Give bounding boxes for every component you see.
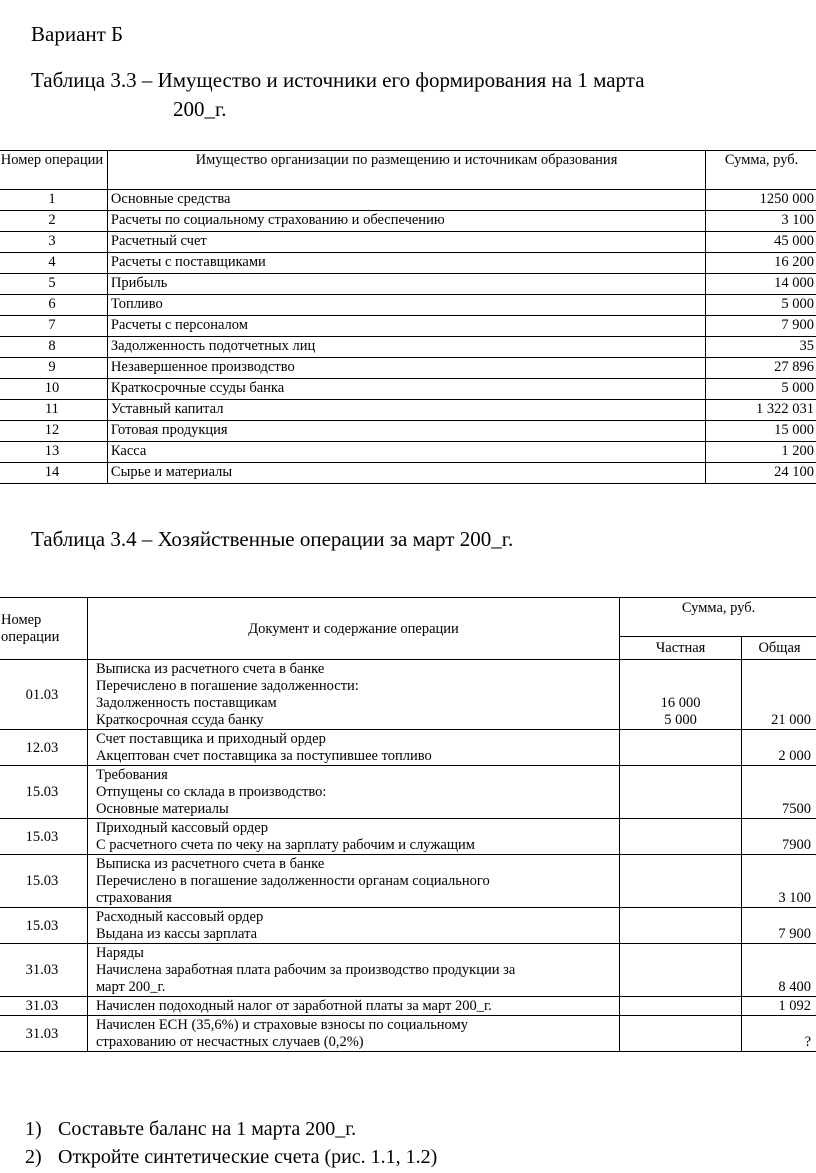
row-asset: Готовая продукция [107,421,705,442]
row-sum: 5 000 [706,295,816,316]
row-content [87,997,619,1016]
row-total: 1 092 [742,997,816,1016]
table-row [0,766,816,819]
content-line: Наряды [95,945,144,961]
content-line: Приходный кассовый ордер [95,820,268,836]
table-row [0,944,816,997]
row-sum: 16 200 [706,253,816,274]
content-line: Выписка из расчетного счета в банке [95,856,325,872]
header-number: Номер операции [0,151,107,190]
row-asset: Задолженность подотчетных лиц [107,337,705,358]
row-content [87,908,619,944]
table-row [0,358,816,379]
header-total: Общая [742,637,816,660]
task-number: 2) [25,1146,42,1168]
table-row [0,211,816,232]
header-number: Номер операции [0,598,87,660]
table-row [0,463,816,484]
row-sum: 1 200 [706,442,816,463]
row-asset: Расчеты с поставщиками [107,253,705,274]
row-sum: 35 [706,337,816,358]
row-total: 3 100 [742,855,816,908]
row-asset: Расчеты по социальному страхованию и обеспечению [107,211,705,232]
row-asset: Касса [107,442,705,463]
header-content: Документ и содержание операции [87,598,619,660]
content-line: Начислен подоходный налог от заработной платы за март 200_г. [95,998,492,1014]
content-line: Акцептован счет поставщика за поступившее топливо [95,748,432,764]
task-text: Составьте баланс на 1 марта 200_г. [58,1118,357,1140]
row-number: 11 [0,400,107,421]
content-line: Счет поставщика и приходный ордер [95,731,326,747]
row-partial [620,997,742,1016]
row-number: 4 [0,253,107,274]
row-date: 15.03 [0,766,87,819]
table-row [0,730,816,766]
row-date: 12.03 [0,730,87,766]
task-number: 1) [25,1118,42,1140]
table-row [0,421,816,442]
row-date: 31.03 [0,1016,87,1052]
partial-value: 5 000 [664,712,697,728]
row-date: 01.03 [0,660,87,730]
row-content [87,855,619,908]
row-total: 8 400 [742,944,816,997]
header-partial: Частная [620,637,742,660]
content-line: Начислена заработная плата рабочим за производство продукции за [95,962,516,978]
task-list [25,1115,437,1171]
row-asset: Расчетный счет [107,232,705,253]
row-sum: 5 000 [706,379,816,400]
row-sum: 24 100 [706,463,816,484]
table-row [0,819,816,855]
row-sum: 15 000 [706,421,816,442]
row-total: 7 900 [742,908,816,944]
row-sum: 1250 000 [706,190,816,211]
header-asset: Имущество организации по размещению и источникам образования [107,151,705,190]
row-number: 14 [0,463,107,484]
content-line: страхования [95,890,172,906]
operations-table [0,597,816,1052]
row-date: 15.03 [0,855,87,908]
table-row [0,400,816,421]
table-row [0,997,816,1016]
row-content [87,730,619,766]
row-total: 7500 [742,766,816,819]
content-line: Выдана из кассы зарплата [95,926,258,942]
table-row [0,253,816,274]
row-sum: 3 100 [706,211,816,232]
row-partial [620,660,742,730]
row-total: ? [742,1016,816,1052]
row-content [87,660,619,730]
table-row [0,337,816,358]
row-total: 2 000 [742,730,816,766]
table-row [0,274,816,295]
content-line: С расчетного счета по чеку на зарплату рабочим и служащим [95,837,475,853]
row-partial [620,1016,742,1052]
assets-table [0,150,816,484]
row-content [87,1016,619,1052]
row-partial [620,730,742,766]
row-number: 5 [0,274,107,295]
row-asset: Незавершенное производство [107,358,705,379]
row-sum: 27 896 [706,358,816,379]
row-total: 7900 [742,819,816,855]
content-line: Основные материалы [95,801,229,817]
row-asset: Сырье и материалы [107,463,705,484]
row-content [87,766,619,819]
content-line: Требования [95,767,168,783]
row-partial [620,766,742,819]
content-line: Перечислено в погашение задолженности органам социального [95,873,490,889]
row-partial [620,944,742,997]
row-number: 8 [0,337,107,358]
table-row [0,295,816,316]
table33-title-cont: 200_г. [173,97,227,121]
content-line: март 200_г. [95,979,166,995]
row-number: 1 [0,190,107,211]
row-number: 3 [0,232,107,253]
row-number: 7 [0,316,107,337]
row-asset: Краткосрочные ссуды банка [107,379,705,400]
table-header-row [0,151,816,190]
table-row [0,442,816,463]
row-sum: 14 000 [706,274,816,295]
partial-value: 16 000 [660,695,701,711]
row-asset: Топливо [107,295,705,316]
row-number: 12 [0,421,107,442]
row-sum: 1 322 031 [706,400,816,421]
content-line: Краткосрочная ссуда банку [95,712,264,728]
table33-title: Таблица 3.3 – Имущество и источники его формирования на 1 марта [31,68,645,92]
row-asset: Прибыль [107,274,705,295]
row-total: 21 000 [742,660,816,730]
content-line: Задолженность поставщикам [95,695,277,711]
row-asset: Расчеты с персоналом [107,316,705,337]
row-content [87,819,619,855]
row-asset: Уставный капитал [107,400,705,421]
task-item [25,1115,437,1143]
variant-heading: Вариант Б [31,22,124,46]
header-sum: Сумма, руб. [706,151,816,190]
content-line: Расходный кассовый ордер [95,909,264,925]
row-partial [620,855,742,908]
content-line: страхованию от несчастных случаев (0,2%) [95,1034,364,1050]
content-line: Выписка из расчетного счета в банке [95,661,325,677]
row-number: 2 [0,211,107,232]
task-text: Откройте синтетические счета (рис. 1.1, 1.2) [58,1146,438,1168]
row-asset: Основные средства [107,190,705,211]
table-row [0,190,816,211]
content-line: Начислен ЕСН (35,6%) и страховые взносы по социальному [95,1017,468,1033]
table-row [0,316,816,337]
table34-title: Таблица 3.4 – Хозяйственные операции за март 200_г. [31,527,514,551]
table-row [0,660,816,730]
row-date: 15.03 [0,819,87,855]
row-number: 6 [0,295,107,316]
row-number: 9 [0,358,107,379]
row-partial [620,908,742,944]
row-partial [620,819,742,855]
table-header-row [0,598,816,637]
header-sum: Сумма, руб. [620,598,816,637]
row-sum: 7 900 [706,316,816,337]
table-row [0,908,816,944]
table-row [0,1016,816,1052]
table-row [0,232,816,253]
row-date: 15.03 [0,908,87,944]
content-line: Перечислено в погашение задолженности: [95,678,359,694]
task-item [25,1143,438,1171]
table-row [0,855,816,908]
row-content [87,944,619,997]
row-date: 31.03 [0,944,87,997]
content-line: Отпущены со склада в производство: [95,784,327,800]
table-row [0,379,816,400]
row-number: 10 [0,379,107,400]
row-sum: 45 000 [706,232,816,253]
row-number: 13 [0,442,107,463]
row-date: 31.03 [0,997,87,1016]
